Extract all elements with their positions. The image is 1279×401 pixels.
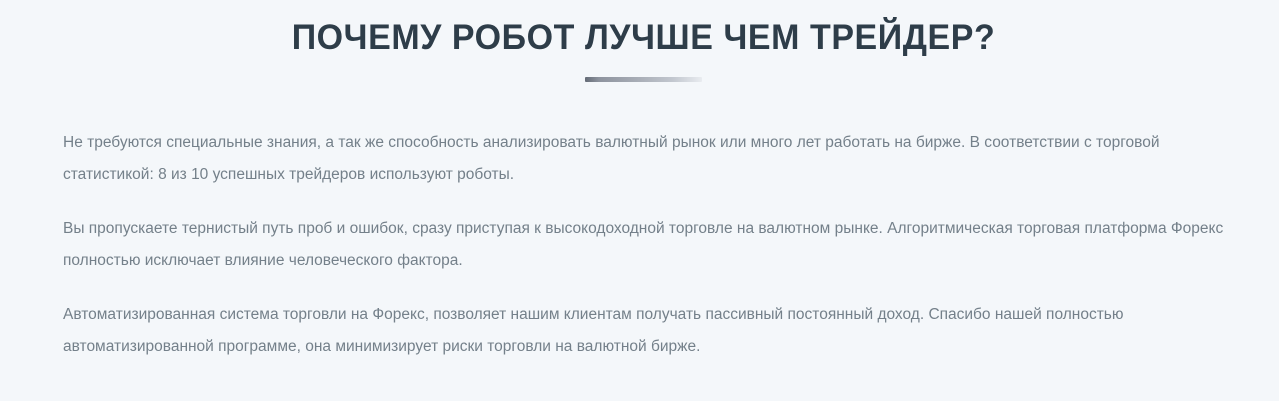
section-title: ПОЧЕМУ РОБОТ ЛУЧШЕ ЧЕМ ТРЕЙДЕР? <box>291 18 996 57</box>
paragraph-knowledge: Не требуются специальные знания, а так же способность анализировать валютный рынок или много лет работать на бирже. В соответствии с торговой статистикой: 8 из 10 успешных трейдеров используют роботы. <box>63 134 1160 183</box>
section-body <box>63 127 1224 363</box>
paragraph-passive-income: Автоматизированная система торговли на Форекс, позволяет нашим клиентам получать пассивный постоянный доход. Спасибо нашей полностью автоматизированной программе, она минимизирует риски торговли на валютной бирже. <box>63 306 1124 355</box>
title-divider <box>585 77 702 82</box>
paragraph-trial-and-error: Вы пропускаете тернистый путь проб и ошибок, сразу приступая к высокодоходной торговле на валютном рынке. Алгоритмическая торговая платформа Форекс полностью исключает влияние человеческого фактора. <box>63 220 1224 269</box>
